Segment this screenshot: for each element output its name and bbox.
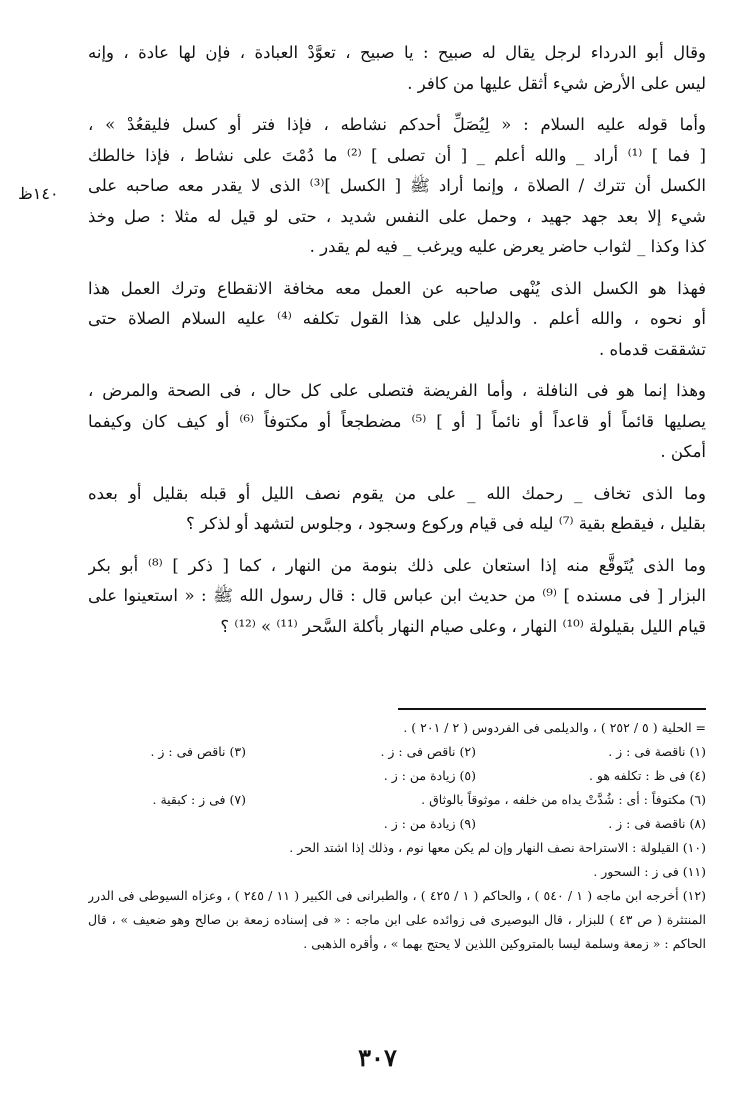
footnote-row	[88, 764, 706, 788]
text-line: فهذا هو الكسل الذى يُنْهى صاحبه عن العمل معه مخافة الانقطاع وترك العمل هذا	[88, 278, 706, 298]
text-line: قيام الليل بقيلولة ⁽¹⁰⁾ النهار ، وعلى صيام النهار بأكلة السَّحر ⁽¹¹⁾ » ⁽¹²⁾ ؟	[220, 616, 706, 636]
text-line: وقال أبو الدرداء لرجل يقال له صبيح : يا صبيح ، تعوَّدْ العبادة ، فإن لها عادة ، وإنه	[88, 43, 706, 62]
footnote-row	[88, 812, 706, 836]
footnote-9: (٩) زيادة من : ز .	[383, 816, 476, 831]
footnote-7: (٧) فى ز : كبقية .	[152, 792, 246, 807]
text-line: الكسل أن تترك / الصلاة ، وإنما أراد ﷺ [ الكسل ]⁽³⁾ الذى لا يقدر معه صاحبه على	[88, 176, 706, 195]
text-line: أمكن .	[660, 442, 706, 461]
text-line: [ فما ] ⁽¹⁾ أراد _ والله أعلم _ [ أن تصلى ] ⁽²⁾ ما دُمْتَ على نشاط ، فإذا خالطك	[88, 145, 706, 165]
footnote-row	[88, 788, 706, 812]
paragraph-1	[88, 38, 706, 99]
footnote-row	[88, 740, 706, 764]
text-line: أو نحوه ، والله أعلم . والدليل على هذا القول تكلفه ⁽⁴⁾ عليه السلام الصلاة حتى	[88, 309, 706, 328]
paragraph-4	[88, 376, 706, 468]
footnote-separator	[398, 708, 706, 710]
footnote-12: (١٢) أخرجه ابن ماجه ( ١ / ٥٤٠ ) ، والحاكم ( ١ / ٤٢٥ ) ، والطبرانى فى الكبير ( ١١ / ٢٤٥ ) ، وعزاه السيوطى فى الدرر المنتثرة ( ص ٤٣ ) للبزار ، قال البوصيرى فى زوائده على ابن ماجه : « فى إسناده زمعة بن صالح وهو ضعيف » ، قال الحاكم : « زمعة وسلمة ليسا بالمتروكين اللذين لا يحتج بهما » ، وأقره الذهبى .	[88, 888, 706, 951]
paragraph-3	[88, 274, 706, 366]
footnote-1: (١) ناقصة فى : ز .	[608, 744, 706, 759]
text-line: وأما قوله عليه السلام : « لِيُصَلِّ أحدكم نشاطه ، فإذا فتر أو كسل فليقعُدْ » ،	[88, 115, 706, 134]
text-line: وما الذى يُتَوقَّع منه إذا استعان على ذلك بنومة من النهار ، كما [ ذكر ] ⁽⁸⁾ أبو بكر	[88, 555, 706, 575]
footnote-5: (٥) زيادة من : ز .	[383, 768, 476, 783]
text-line: يصليها قائماً أو قاعداً أو نائماً [ أو ] ⁽⁵⁾ مضطجعاً أو مكتوفاً ⁽⁶⁾ أو كيف كان وكيفما	[88, 411, 706, 431]
footnote-3: (٣) ناقص فى : ز .	[150, 744, 246, 759]
footnotes	[88, 716, 706, 956]
paragraph-2	[88, 110, 706, 263]
footnote-continuation: = الحلية ( ٥ / ٢٥٢ ) ، والديلمى فى الفردوس ( ٢ / ٢٠١ ) .	[403, 720, 706, 735]
footnote-4: (٤) فى ظ : تكلفه هو .	[588, 768, 706, 783]
footnote-11: (١١) فى ز : السحور .	[593, 864, 706, 879]
text-line: البزار [ فى مسنده ] ⁽⁹⁾ من حديث ابن عباس قال : قال رسول الله ﷺ : « استعينوا على	[88, 586, 706, 605]
text-line: بقليل ، فيقطع بقية ⁽⁷⁾ ليله فى قيام وركوع وسجود ، وجلوس لتشهد أو لذكر ؟	[185, 514, 706, 533]
folio-margin-note: ١٤٠ظ	[18, 184, 59, 203]
paragraph-6	[88, 551, 706, 643]
text-line: ليس على الأرض شيء أثقل عليها من كافر .	[407, 73, 706, 93]
paragraph-5	[88, 479, 706, 540]
footnote-6: (٦) مكتوفاً : أى : شُدَّتْ يداه من خلفه ، موثوقاً بالوثاق .	[421, 792, 706, 807]
main-text	[88, 38, 706, 653]
footnote-10: (١٠) القيلولة : الاستراحة نصف النهار وإن لم يكن معها نوم ، وذلك إذا اشتد الحر .	[289, 840, 706, 855]
text-line: شيء إلا بعد جهد جهيد ، وحمل على النفس شديد ، حتى لو قيل له مثلا : صل وخذ	[88, 206, 706, 226]
footnote-8: (٨) ناقصة فى : ز .	[608, 816, 706, 831]
text-line: وما الذى تخاف _ رحمك الله _ على من يقوم نصف الليل أو قبله بقليل أو بعده	[88, 483, 706, 503]
text-line: وهذا إنما هو فى النافلة ، وأما الفريضة فتصلى على كل حال ، فى الصحة والمرض ،	[88, 381, 706, 400]
text-line: تشققت قدماه .	[598, 339, 706, 359]
text-line: كذا وكذا _ لثواب حاضر يعرض عليه ويرغب _ فيه لم يقدر .	[309, 237, 706, 256]
page-number: ٣٠٧	[358, 1043, 397, 1072]
footnote-2: (٢) ناقص فى : ز .	[380, 744, 476, 759]
